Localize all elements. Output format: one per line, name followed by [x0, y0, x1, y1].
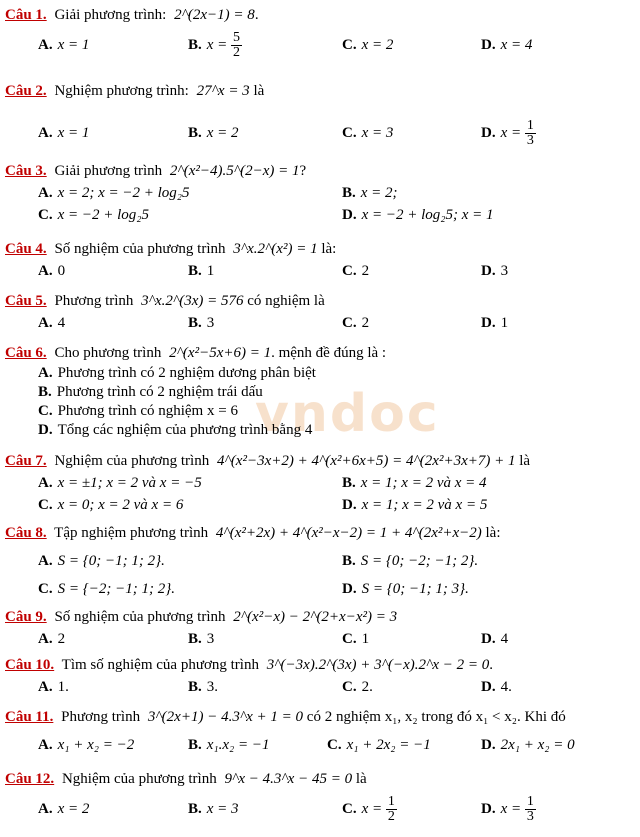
option-value: 3	[500, 263, 509, 279]
option-c[interactable]	[342, 628, 369, 650]
option-b[interactable]	[188, 676, 218, 698]
option-value: 1	[206, 263, 215, 279]
option-value: Phương trình có 2 nghiệm trái dấu	[56, 384, 263, 400]
option-letter: A.	[38, 679, 53, 695]
option-value: x = ±1; x = 2 và x = −5	[57, 475, 202, 491]
option-letter: D.	[481, 679, 496, 695]
option-value: x = 3	[361, 125, 394, 141]
option-letter: A.	[38, 801, 53, 817]
option-letter: C.	[342, 125, 357, 141]
option-b[interactable]	[188, 790, 239, 828]
question-label: Câu 5.	[5, 293, 47, 309]
option-value: 0	[57, 263, 66, 279]
question-4	[5, 238, 635, 282]
question-label: Câu 7.	[5, 453, 47, 469]
question-stem	[5, 706, 635, 728]
option-letter: A.	[38, 365, 53, 381]
question-text: Số nghiệm của phương trình	[54, 609, 226, 625]
option-letter: D.	[342, 581, 357, 597]
option-c[interactable]	[342, 260, 369, 282]
option-value: x =	[500, 801, 525, 817]
question-1	[5, 4, 635, 64]
option-d[interactable]	[481, 734, 575, 756]
option-letter: A.	[38, 185, 53, 201]
option-d[interactable]	[481, 260, 508, 282]
option-value: x = −2 + log₂5; x = 1	[361, 207, 494, 223]
question-stem	[5, 522, 635, 544]
option-d[interactable]	[481, 628, 508, 650]
question-label: Câu 1.	[5, 7, 47, 23]
question-stem	[5, 342, 635, 364]
option-letter: B.	[188, 125, 202, 141]
question-label: Câu 6.	[5, 345, 47, 361]
option-letter: A.	[38, 37, 53, 53]
option-c[interactable]	[5, 402, 635, 421]
option-b[interactable]	[188, 734, 270, 756]
option-letter: A.	[38, 315, 53, 331]
question-label: Câu 12.	[5, 771, 55, 787]
options-row	[5, 260, 635, 282]
option-letter: C.	[342, 801, 357, 817]
option-letter: C.	[342, 263, 357, 279]
fraction-denominator: 3	[526, 809, 534, 825]
option-a[interactable]	[38, 312, 65, 334]
question-11	[5, 706, 635, 756]
question-text: Giải phương trình	[54, 163, 163, 179]
option-value: 2.	[361, 679, 373, 695]
option-letter: C.	[38, 403, 53, 419]
question-suffix: có 2 nghiệm x₁, x₂ trong đó x₁ < x₂. Khi đó	[306, 709, 566, 725]
option-value: 1	[361, 631, 370, 647]
option-a[interactable]	[38, 790, 89, 828]
question-suffix: có nghiệm là	[247, 293, 325, 309]
question-formula: 4^(x²−3x+2) + 4^(x²+6x+5) = 4^(2x²+3x+7) + 1	[216, 453, 516, 469]
question-stem	[5, 80, 635, 102]
question-9	[5, 606, 635, 650]
question-text: Nghiệm của phương trình	[61, 771, 217, 787]
options-row	[5, 550, 635, 572]
option-letter: B.	[188, 315, 202, 331]
options-row	[5, 114, 635, 152]
fraction-denominator: 3	[526, 133, 534, 149]
option-a[interactable]	[38, 26, 89, 64]
fraction-denominator: 2	[387, 809, 395, 825]
option-letter: C.	[342, 631, 357, 647]
question-formula: 2^(2x−1) = 8	[174, 7, 255, 23]
option-letter: A.	[38, 737, 53, 753]
option-a[interactable]	[38, 676, 69, 698]
option-letter: C.	[38, 581, 53, 597]
option-letter: A.	[38, 553, 53, 569]
question-label: Câu 11.	[5, 709, 54, 725]
question-text: Giải phương trình:	[54, 7, 167, 23]
option-letter: C.	[342, 679, 357, 695]
option-value: 4	[500, 631, 509, 647]
option-letter: B.	[188, 631, 202, 647]
option-letter: B.	[188, 679, 202, 695]
option-b[interactable]	[342, 182, 398, 204]
question-stem	[5, 450, 635, 472]
option-value: x =	[361, 801, 386, 817]
option-value: 1	[500, 315, 509, 331]
option-a[interactable]	[38, 472, 202, 494]
option-value: x = 1	[57, 37, 90, 53]
fraction-denominator: 2	[233, 45, 241, 61]
question-stem	[5, 654, 635, 676]
option-a[interactable]	[38, 182, 190, 204]
option-letter: B.	[342, 185, 356, 201]
option-letter: D.	[481, 315, 496, 331]
question-formula: 2^(x²−5x+6) = 1	[169, 345, 272, 361]
option-value: 3	[206, 315, 215, 331]
question-text: Nghiệm phương trình:	[54, 83, 189, 99]
question-formula: 2^(x²−x) − 2^(2+x−x²) = 3	[233, 609, 398, 625]
option-letter: B.	[38, 384, 52, 400]
option-letter: B.	[188, 263, 202, 279]
option-letter: A.	[38, 631, 53, 647]
options-row	[5, 790, 635, 828]
option-b[interactable]	[188, 26, 242, 64]
question-label: Câu 3.	[5, 163, 47, 179]
question-stem	[5, 768, 635, 790]
question-suffix: là:	[485, 525, 501, 541]
fraction-numerator: 1	[526, 118, 534, 134]
option-value: x = 4	[500, 37, 533, 53]
option-letter: B.	[342, 553, 356, 569]
option-a[interactable]	[38, 550, 165, 572]
options-row	[5, 676, 635, 698]
option-letter: B.	[188, 37, 202, 53]
option-value: 3.	[206, 679, 219, 695]
option-c[interactable]	[342, 790, 397, 828]
question-stem	[5, 160, 635, 182]
option-value: 2x₁ + x₂ = 0	[500, 737, 575, 753]
option-value: S = {0; −2; −1; 2}.	[360, 553, 479, 569]
option-letter: B.	[188, 801, 202, 817]
question-suffix: là	[253, 83, 265, 99]
option-b[interactable]	[5, 383, 635, 402]
option-c[interactable]	[342, 26, 393, 64]
options-row	[5, 312, 635, 334]
fraction	[525, 795, 536, 824]
option-a[interactable]	[5, 364, 635, 383]
question-label: Câu 9.	[5, 609, 47, 625]
option-value: 2	[57, 631, 66, 647]
option-d[interactable]	[342, 494, 487, 516]
option-value: x = 2	[206, 125, 239, 141]
option-value: S = {−2; −1; 1; 2}.	[57, 581, 175, 597]
question-formula: 3^(2x+1) − 4.3^x + 1 = 0	[147, 709, 304, 725]
option-letter: C.	[342, 315, 357, 331]
question-suffix: . mệnh đề đúng là :	[271, 345, 387, 361]
question-2	[5, 80, 635, 152]
fraction	[386, 795, 397, 824]
option-value: x = 1; x = 2 và x = 5	[361, 497, 488, 513]
option-b[interactable]	[342, 472, 487, 494]
option-letter: C.	[38, 497, 53, 513]
question-stem	[5, 606, 635, 628]
options-row	[5, 628, 635, 650]
options-row	[5, 204, 635, 226]
option-value: x₁ + x₂ = −2	[57, 737, 135, 753]
option-a[interactable]	[38, 114, 89, 152]
option-b[interactable]	[342, 550, 478, 572]
option-b[interactable]	[188, 312, 214, 334]
option-value: 2	[361, 315, 370, 331]
option-value: x = 1; x = 2 và x = 4	[360, 475, 487, 491]
question-formula: 9^x − 4.3^x − 45 = 0	[224, 771, 353, 787]
option-value: x = 2;	[360, 185, 398, 201]
question-suffix: .	[489, 657, 493, 673]
option-value: x = 2; x = −2 + log₂5	[57, 185, 190, 201]
watermark-logo: vndoc	[255, 384, 440, 444]
question-text: Tìm số nghiệm của phương trình	[61, 657, 259, 673]
question-formula: 27^x = 3	[196, 83, 250, 99]
question-formula: 3^(−3x).2^(3x) + 3^(−x).2^x − 2 = 0	[266, 657, 490, 673]
option-c[interactable]	[342, 676, 373, 698]
question-6	[5, 342, 635, 440]
option-letter: D.	[481, 631, 496, 647]
question-suffix: ?	[299, 163, 307, 179]
option-c[interactable]	[342, 114, 393, 152]
question-3	[5, 160, 635, 226]
option-letter: D.	[481, 263, 496, 279]
option-value: 1.	[57, 679, 69, 695]
question-text: Tập nghiệm phương trình	[54, 525, 209, 541]
option-d[interactable]	[481, 312, 508, 334]
question-stem	[5, 290, 635, 312]
option-value: x = −2 + log₂5	[57, 207, 149, 223]
options-row	[5, 578, 635, 600]
option-value: S = {0; −1; 1; 2}.	[57, 553, 165, 569]
option-value: x = 3	[206, 801, 239, 817]
option-letter: B.	[342, 475, 356, 491]
options-row	[5, 734, 635, 756]
option-d[interactable]	[342, 204, 494, 226]
option-d[interactable]	[342, 578, 469, 600]
question-stem	[5, 4, 635, 26]
option-d[interactable]	[481, 790, 536, 828]
fraction-numerator: 1	[387, 794, 395, 810]
option-value: x =	[500, 125, 525, 141]
question-text: Số nghiệm của phương trình	[54, 241, 226, 257]
option-value: x =	[206, 37, 232, 53]
option-value: x = 0; x = 2 và x = 6	[57, 497, 184, 513]
options-row	[5, 472, 635, 494]
option-d[interactable]	[481, 676, 512, 698]
option-a[interactable]	[38, 734, 134, 756]
option-letter: C.	[342, 37, 357, 53]
question-formula: 4^(x²+2x) + 4^(x²−x−2) = 1 + 4^(2x²+x−2)	[215, 525, 482, 541]
fraction-numerator: 1	[526, 794, 534, 810]
fraction-numerator: 5	[233, 30, 241, 46]
fraction	[231, 31, 242, 60]
option-letter: D.	[481, 37, 496, 53]
question-text: Nghiệm của phương trình	[54, 453, 210, 469]
option-letter: C.	[38, 207, 53, 223]
option-value: 4	[57, 315, 66, 331]
option-d[interactable]	[481, 114, 536, 152]
option-letter: D.	[38, 422, 53, 438]
option-c[interactable]	[38, 494, 183, 516]
option-value: 2	[361, 263, 370, 279]
question-formula: 2^(x²−4).5^(2−x) = 1	[169, 163, 300, 179]
question-suffix: là	[519, 453, 531, 469]
option-value: 4.	[500, 679, 512, 695]
option-value: Phương trình có nghiệm x = 6	[57, 403, 238, 419]
option-value: Phương trình có 2 nghiệm dương phân biệt	[57, 365, 316, 381]
question-label: Câu 4.	[5, 241, 47, 257]
option-letter: B.	[188, 737, 202, 753]
option-letter: D.	[481, 125, 496, 141]
question-8	[5, 522, 635, 600]
option-c[interactable]	[327, 734, 431, 756]
question-suffix: .	[254, 7, 259, 23]
option-b[interactable]	[188, 260, 214, 282]
question-text: Phương trình	[54, 293, 134, 309]
options-row	[5, 494, 635, 516]
option-b[interactable]	[188, 114, 239, 152]
option-letter: A.	[38, 475, 53, 491]
question-stem	[5, 238, 635, 260]
option-letter: D.	[342, 497, 357, 513]
fraction	[525, 119, 536, 148]
question-suffix: là:	[321, 241, 337, 257]
option-a[interactable]	[38, 628, 65, 650]
question-label: Câu 8.	[5, 525, 47, 541]
option-a[interactable]	[38, 260, 65, 282]
option-value: S = {0; −1; 1; 3}.	[361, 581, 469, 597]
option-letter: A.	[38, 263, 53, 279]
option-value: Tổng các nghiệm của phương trình bằng 4	[57, 422, 313, 438]
option-letter: D.	[342, 207, 357, 223]
option-value: x = 2	[361, 37, 394, 53]
question-7	[5, 450, 635, 516]
question-suffix: là	[355, 771, 367, 787]
question-text: Phương trình	[61, 709, 141, 725]
question-formula: 3^x.2^(x²) = 1	[233, 241, 318, 257]
option-value: 3	[206, 631, 215, 647]
option-b[interactable]	[188, 628, 214, 650]
option-value: x₁.x₂ = −1	[206, 737, 270, 753]
question-5	[5, 290, 635, 334]
option-value: x₁ + 2x₂ = −1	[346, 737, 431, 753]
option-letter: C.	[327, 737, 342, 753]
question-label: Câu 10.	[5, 657, 55, 673]
question-formula: 3^x.2^(3x) = 576	[141, 293, 244, 309]
option-c[interactable]	[342, 312, 369, 334]
question-12	[5, 768, 635, 828]
option-letter: D.	[481, 801, 496, 817]
option-d[interactable]	[5, 421, 635, 440]
options-row	[5, 26, 635, 64]
option-c[interactable]	[38, 578, 175, 600]
question-label: Câu 2.	[5, 83, 47, 99]
option-letter: A.	[38, 125, 53, 141]
option-letter: D.	[481, 737, 496, 753]
question-10	[5, 654, 635, 698]
options-row	[5, 182, 635, 204]
option-d[interactable]	[481, 26, 532, 64]
option-value: x = 2	[57, 801, 90, 817]
option-c[interactable]	[38, 204, 149, 226]
option-value: x = 1	[57, 125, 90, 141]
question-text: Cho phương trình	[54, 345, 162, 361]
